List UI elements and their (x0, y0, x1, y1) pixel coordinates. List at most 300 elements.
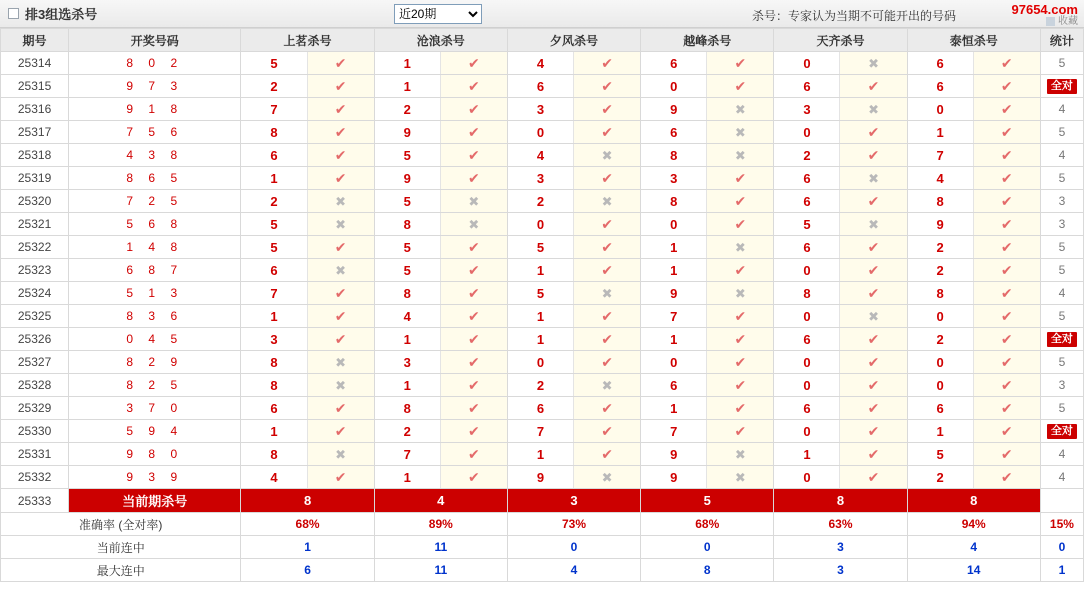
kill-number: 4 (508, 52, 574, 74)
kill-number: 7 (375, 443, 441, 465)
kill-result (574, 75, 640, 97)
footer-value-3: 8 (641, 559, 774, 582)
cell-issue: 25328 (1, 374, 69, 397)
cell-stat: 5 (1040, 351, 1083, 374)
kill-number: 1 (375, 466, 441, 488)
kill-number: 1 (375, 328, 441, 350)
tick-icon: ✔ (867, 469, 880, 485)
select-all-checkbox[interactable] (8, 8, 19, 19)
kill-number: 8 (241, 374, 307, 396)
kill-result (974, 52, 1040, 74)
cell-kill-0 (241, 52, 374, 75)
cell-current-kill-0: 8 (241, 489, 374, 513)
cell-kill-3 (641, 167, 774, 190)
kill-result (974, 328, 1040, 350)
tick-icon: ✔ (601, 262, 613, 278)
kill-number: 3 (241, 328, 307, 350)
cell-issue: 25322 (1, 236, 69, 259)
table-row (1, 213, 1084, 236)
kill-number: 9 (375, 121, 441, 143)
cross-icon: ✖ (601, 147, 613, 163)
cross-icon: ✖ (734, 124, 746, 140)
cell-open-numbers: 1 4 8 (69, 236, 241, 259)
table-row (1, 144, 1084, 167)
cell-kill-3 (641, 420, 774, 443)
cell-kill-5 (907, 282, 1040, 305)
cell-kill-1 (374, 466, 507, 489)
kill-result (308, 167, 374, 189)
cell-kill-1 (374, 282, 507, 305)
cell-stat: 3 (1040, 374, 1083, 397)
footer-value-2: 0 (507, 536, 640, 559)
kill-result (840, 259, 906, 281)
tick-icon: ✔ (467, 285, 480, 301)
kill-result (308, 351, 374, 373)
kill-result (840, 236, 906, 258)
kill-result (974, 351, 1040, 373)
cell-open-numbers: 5 1 3 (69, 282, 241, 305)
cell-issue: 25316 (1, 98, 69, 121)
cell-issue: 25315 (1, 75, 69, 98)
cell-kill-4 (774, 374, 907, 397)
tick-icon: ✔ (734, 262, 747, 278)
kill-number: 8 (908, 190, 974, 212)
cell-kill-5 (907, 75, 1040, 98)
tick-icon: ✔ (334, 147, 347, 163)
kill-result (574, 144, 640, 166)
cell-kill-2 (507, 466, 640, 489)
cell-stat: 5 (1040, 236, 1083, 259)
kill-number: 6 (774, 75, 840, 97)
kill-number: 7 (641, 420, 707, 442)
cell-issue: 25324 (1, 282, 69, 305)
kill-result (308, 374, 374, 396)
kill-number: 5 (908, 443, 974, 465)
kill-result (574, 259, 640, 281)
kill-result (308, 397, 374, 419)
column-header-1: 开奖号码 (69, 29, 241, 52)
kill-number: 8 (241, 121, 307, 143)
kill-number: 6 (774, 167, 840, 189)
kill-result (308, 213, 374, 235)
cell-issue: 25317 (1, 121, 69, 144)
kill-number: 0 (908, 351, 974, 373)
tick-icon: ✔ (334, 400, 347, 416)
cell-kill-1 (374, 121, 507, 144)
tick-icon: ✔ (1000, 124, 1013, 140)
kill-result (840, 282, 906, 304)
cell-kill-5 (907, 305, 1040, 328)
cross-icon: ✖ (601, 377, 613, 393)
cell-kill-1 (374, 52, 507, 75)
cell-kill-2 (507, 351, 640, 374)
kill-number: 2 (908, 328, 974, 350)
cell-kill-5 (907, 121, 1040, 144)
tick-icon: ✔ (334, 55, 347, 71)
cell-current-kill-3: 5 (641, 489, 774, 513)
kill-result (574, 466, 640, 488)
tick-icon: ✔ (867, 423, 880, 439)
cell-kill-0 (241, 213, 374, 236)
cell-issue: 25320 (1, 190, 69, 213)
cell-kill-0 (241, 98, 374, 121)
cell-kill-5 (907, 443, 1040, 466)
kill-number: 0 (908, 305, 974, 327)
kill-result (840, 443, 906, 465)
tick-icon: ✔ (601, 239, 613, 255)
footer-value-5: 14 (907, 559, 1040, 582)
cell-stat: 5 (1040, 167, 1083, 190)
tick-icon: ✔ (1000, 239, 1013, 255)
kill-result (308, 98, 374, 120)
kill-number: 5 (375, 144, 441, 166)
tick-icon: ✔ (467, 170, 480, 186)
kill-result (840, 121, 906, 143)
footer-value-4: 63% (774, 513, 907, 536)
kill-result (308, 190, 374, 212)
cross-icon: ✖ (335, 377, 347, 393)
footer-value-5: 94% (907, 513, 1040, 536)
cross-icon: ✖ (734, 101, 746, 117)
cell-kill-4 (774, 443, 907, 466)
footer-label: 当前连中 (1, 536, 241, 559)
cell-kill-4 (774, 351, 907, 374)
cell-kill-5 (907, 144, 1040, 167)
kill-number: 0 (774, 466, 840, 488)
favorite-label: 收藏 (1058, 16, 1078, 28)
kill-result (441, 282, 507, 304)
cell-kill-0 (241, 443, 374, 466)
toolbar (0, 0, 1084, 28)
cell-kill-3 (641, 52, 774, 75)
kill-result (574, 121, 640, 143)
tick-icon: ✔ (734, 377, 747, 393)
cell-kill-4 (774, 121, 907, 144)
cell-stat: 5 (1040, 305, 1083, 328)
kill-number: 9 (641, 98, 707, 120)
cross-icon: ✖ (734, 285, 746, 301)
kill-number: 3 (508, 98, 574, 120)
footer-row (1, 536, 1084, 559)
cell-kill-1 (374, 98, 507, 121)
tick-icon: ✔ (601, 101, 613, 117)
kill-result (974, 236, 1040, 258)
favorite-link[interactable] (1012, 17, 1079, 27)
tick-icon: ✔ (1000, 469, 1013, 485)
kill-number: 9 (908, 213, 974, 235)
tick-icon: ✔ (1000, 78, 1013, 94)
kill-number: 4 (241, 466, 307, 488)
kill-number: 0 (774, 121, 840, 143)
footer-value-0: 6 (241, 559, 374, 582)
cell-kill-2 (507, 98, 640, 121)
kill-number: 3 (774, 98, 840, 120)
cell-kill-2 (507, 259, 640, 282)
kill-number-note: 杀号：专家认为当期不可能开出的号码 (751, 9, 956, 23)
cell-kill-0 (241, 75, 374, 98)
page-title: 排3组选杀号 (25, 7, 98, 22)
column-header-7: 泰恒杀号 (907, 29, 1040, 52)
tick-icon: ✔ (1000, 216, 1013, 232)
kill-result (574, 167, 640, 189)
tick-icon: ✔ (1000, 170, 1013, 186)
cell-stat (1040, 420, 1083, 443)
cell-kill-3 (641, 351, 774, 374)
footer-value-2: 73% (507, 513, 640, 536)
table-row (1, 443, 1084, 466)
cell-kill-2 (507, 374, 640, 397)
kill-number: 6 (641, 52, 707, 74)
cell-kill-2 (507, 420, 640, 443)
cell-kill-2 (507, 144, 640, 167)
kill-result (974, 374, 1040, 396)
cell-kill-4 (774, 213, 907, 236)
kill-result (441, 351, 507, 373)
kill-result (441, 52, 507, 74)
cell-kill-2 (507, 121, 640, 144)
cell-kill-3 (641, 282, 774, 305)
cell-kill-0 (241, 466, 374, 489)
kill-result (974, 121, 1040, 143)
cell-kill-1 (374, 236, 507, 259)
cross-icon: ✖ (601, 285, 613, 301)
kill-result (707, 397, 773, 419)
table-row (1, 420, 1084, 443)
kill-result (574, 282, 640, 304)
kill-number: 9 (641, 282, 707, 304)
kill-result (441, 75, 507, 97)
kill-number: 8 (375, 397, 441, 419)
cell-kill-2 (507, 305, 640, 328)
kill-number: 1 (908, 420, 974, 442)
cell-issue: 25329 (1, 397, 69, 420)
cell-kill-5 (907, 374, 1040, 397)
column-header-3: 沧浪杀号 (374, 29, 507, 52)
tick-icon: ✔ (734, 78, 747, 94)
footer-value-1: 89% (374, 513, 507, 536)
footer-value-3: 68% (641, 513, 774, 536)
cell-kill-5 (907, 259, 1040, 282)
kill-number: 2 (908, 259, 974, 281)
kill-number: 5 (774, 213, 840, 235)
cell-stat: 5 (1040, 259, 1083, 282)
kill-result (707, 52, 773, 74)
cell-kill-3 (641, 236, 774, 259)
tick-icon: ✔ (467, 55, 480, 71)
kill-number: 3 (508, 167, 574, 189)
tick-icon: ✔ (467, 239, 480, 255)
kill-number: 0 (774, 305, 840, 327)
kill-number: 7 (508, 420, 574, 442)
cell-current-kill-1: 4 (374, 489, 507, 513)
tick-icon: ✔ (334, 239, 347, 255)
kill-result (441, 190, 507, 212)
cross-icon: ✖ (734, 239, 746, 255)
table-row (1, 190, 1084, 213)
kill-number: 6 (908, 52, 974, 74)
cell-kill-1 (374, 397, 507, 420)
kill-number: 6 (908, 75, 974, 97)
cell-open-numbers: 4 3 8 (69, 144, 241, 167)
all-match-badge: 全对 (1047, 332, 1077, 347)
kill-number: 0 (508, 213, 574, 235)
tick-icon: ✔ (734, 423, 747, 439)
cell-issue: 25332 (1, 466, 69, 489)
cell-issue: 25326 (1, 328, 69, 351)
kill-number: 7 (241, 282, 307, 304)
kill-number: 1 (641, 397, 707, 419)
kill-number: 5 (508, 282, 574, 304)
cell-kill-1 (374, 443, 507, 466)
kill-number: 0 (774, 420, 840, 442)
tick-icon: ✔ (867, 239, 880, 255)
cross-icon: ✖ (734, 469, 746, 485)
tick-icon: ✔ (334, 170, 347, 186)
tick-icon: ✔ (467, 331, 480, 347)
cell-stat: 5 (1040, 397, 1083, 420)
kill-result (840, 397, 906, 419)
tick-icon: ✔ (467, 446, 480, 462)
kill-number: 5 (375, 236, 441, 258)
kill-result (840, 98, 906, 120)
kill-result (840, 420, 906, 442)
cell-kill-1 (374, 305, 507, 328)
tick-icon: ✔ (601, 55, 613, 71)
tick-icon: ✔ (467, 101, 480, 117)
kill-result (574, 52, 640, 74)
kill-number: 5 (241, 213, 307, 235)
cross-icon: ✖ (734, 147, 746, 163)
footer-value-4: 3 (774, 559, 907, 582)
cross-icon: ✖ (868, 55, 879, 71)
kill-result (441, 144, 507, 166)
kill-number: 1 (508, 328, 574, 350)
cell-kill-2 (507, 328, 640, 351)
tick-icon: ✔ (867, 354, 880, 370)
all-match-badge: 全对 (1047, 79, 1077, 94)
footer-value-4: 3 (774, 536, 907, 559)
kill-result (574, 420, 640, 442)
kill-result (441, 121, 507, 143)
cross-icon: ✖ (335, 216, 347, 232)
kill-number: 8 (641, 144, 707, 166)
kill-number: 6 (774, 190, 840, 212)
cell-kill-5 (907, 328, 1040, 351)
kill-result (840, 75, 906, 97)
cell-issue: 25331 (1, 443, 69, 466)
kill-number: 6 (774, 328, 840, 350)
table-row (1, 351, 1084, 374)
period-select[interactable] (394, 4, 482, 24)
column-header-8: 统计 (1040, 29, 1083, 52)
cell-issue: 25318 (1, 144, 69, 167)
kill-result (840, 351, 906, 373)
tick-icon: ✔ (601, 354, 613, 370)
cell-kill-0 (241, 236, 374, 259)
cell-kill-2 (507, 397, 640, 420)
tick-icon: ✔ (734, 308, 747, 324)
cell-kill-2 (507, 443, 640, 466)
toolbar-left (0, 4, 300, 23)
cell-open-numbers: 9 3 9 (69, 466, 241, 489)
tick-icon: ✔ (601, 331, 613, 347)
cell-kill-2 (507, 236, 640, 259)
kill-result (441, 328, 507, 350)
cross-icon: ✖ (468, 216, 480, 232)
cell-kill-4 (774, 259, 907, 282)
kill-number: 8 (375, 282, 441, 304)
column-header-4: 夕风杀号 (507, 29, 640, 52)
kill-result (840, 213, 906, 235)
kill-result (974, 305, 1040, 327)
tick-icon: ✔ (467, 262, 480, 278)
tick-icon: ✔ (467, 354, 480, 370)
kill-number: 5 (508, 236, 574, 258)
tick-icon: ✔ (867, 193, 880, 209)
tick-icon: ✔ (334, 124, 347, 140)
kill-number: 2 (908, 466, 974, 488)
kill-number: 2 (375, 98, 441, 120)
kill-result (441, 443, 507, 465)
cell-kill-0 (241, 305, 374, 328)
tick-icon: ✔ (1000, 400, 1013, 416)
cell-open-numbers: 9 1 8 (69, 98, 241, 121)
kill-result (707, 443, 773, 465)
site-logo-text: 97654.com (1011, 2, 1078, 17)
kill-number: 1 (375, 374, 441, 396)
cell-stat: 4 (1040, 466, 1083, 489)
kill-result (707, 236, 773, 258)
kill-result (840, 144, 906, 166)
cell-kill-1 (374, 374, 507, 397)
cross-icon: ✖ (335, 354, 347, 370)
cell-kill-4 (774, 397, 907, 420)
kill-result (308, 259, 374, 281)
cross-icon: ✖ (335, 446, 347, 462)
kill-result (840, 374, 906, 396)
cell-kill-1 (374, 167, 507, 190)
kill-number: 2 (375, 420, 441, 442)
table-row (1, 328, 1084, 351)
cell-kill-3 (641, 75, 774, 98)
cell-kill-0 (241, 190, 374, 213)
cell-kill-2 (507, 75, 640, 98)
kill-number: 4 (375, 305, 441, 327)
kill-number: 7 (908, 144, 974, 166)
kill-result (574, 374, 640, 396)
cell-kill-4 (774, 328, 907, 351)
kill-result (574, 236, 640, 258)
kill-result (974, 190, 1040, 212)
cell-kill-5 (907, 420, 1040, 443)
footer-value-0: 1 (241, 536, 374, 559)
cell-kill-5 (907, 236, 1040, 259)
kill-number: 6 (241, 397, 307, 419)
cell-stat: 4 (1040, 98, 1083, 121)
kill-number: 8 (641, 190, 707, 212)
kill-result (707, 144, 773, 166)
tick-icon: ✔ (334, 423, 347, 439)
tick-icon: ✔ (734, 193, 747, 209)
column-header-0: 期号 (1, 29, 69, 52)
tick-icon: ✔ (734, 170, 747, 186)
cell-kill-1 (374, 420, 507, 443)
cell-current-kill-5: 8 (907, 489, 1040, 513)
cell-stat: 3 (1040, 213, 1083, 236)
kill-number: 7 (241, 98, 307, 120)
kill-result (574, 328, 640, 350)
kill-number: 0 (908, 374, 974, 396)
